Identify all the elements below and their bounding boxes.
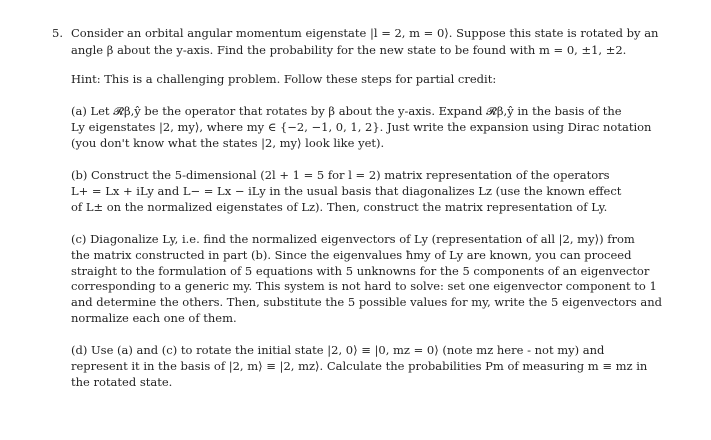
part-b-line: (b) Construct the 5-dimensional (2l + 1 = 5 for l = 2) matrix representation of the operators	[71, 168, 610, 182]
part-c-line: normalize each one of them.	[71, 310, 237, 325]
part-c-paragraph	[71, 232, 663, 327]
problem-number: 5.	[52, 26, 63, 40]
part-b-line: L+ = Lx + iLy and L− = Lx − iLy in the usual basis that diagonalizes Lz (use the known effect	[71, 183, 622, 198]
part-b-line: of L± on the normalized eigenstates of Lz). Then, construct the matrix representation of Ly.	[71, 199, 608, 214]
part-a-line: (you don't know what the states |2, my⟩ look like yet).	[71, 135, 385, 150]
part-c-line: and determine the others. Then, substitute the 5 possible values for my, write the 5 eigenvectors and	[71, 295, 662, 310]
part-d-paragraph	[71, 343, 663, 390]
part-d-line: represent it in the basis of |2, m⟩ ≡ |2, mz⟩. Calculate the probabilities Pm of measuring m ≡ mz in	[71, 358, 648, 373]
problem-statement	[71, 25, 663, 59]
part-a-line: Ly eigenstates |2, my⟩, where my ∈ {−2, −1, 0, 1, 2}. Just write the expansion using Dirac notation	[71, 119, 652, 134]
part-d-line: (d) Use (a) and (c) to rotate the initial state |2, 0⟩ ≡ |0, mz = 0⟩ (note mz here - not my) and	[71, 343, 605, 357]
part-c-line: straight to the formulation of 5 equations with 5 unknowns for the 5 components of an eigenvector	[71, 263, 650, 278]
hint-text: Hint: This is a challenging problem. Follow these steps for partial credit:	[71, 72, 497, 86]
problem-statement-line: Consider an orbital angular momentum eigenstate |l = 2, m = 0⟩. Suppose this state is rotated by an	[71, 26, 659, 40]
part-b-paragraph	[71, 168, 663, 215]
problem-statement-line: angle β about the y-axis. Find the probability for the new state to be found with m = 0, ±1, ±2.	[71, 43, 627, 57]
part-a-paragraph	[71, 104, 663, 151]
part-c-line: the matrix constructed in part (b). Since the eigenvalues ħmy of Ly are known, you can proceed	[71, 247, 632, 262]
part-a-line: (a) Let 𝓡β,ŷ be the operator that rotates by β about the y-axis. Expand 𝓡β,ŷ in the basis of the	[71, 104, 622, 118]
part-c-line: corresponding to a generic my. This system is not hard to solve: set one eigenvector component to 1	[71, 279, 657, 294]
part-c-line: (c) Diagonalize Ly, i.e. find the normalized eigenvectors of Ly (representation of all |2, my⟩) from	[71, 232, 635, 246]
part-d-line: the rotated state.	[71, 374, 173, 389]
hint-paragraph	[71, 72, 663, 88]
